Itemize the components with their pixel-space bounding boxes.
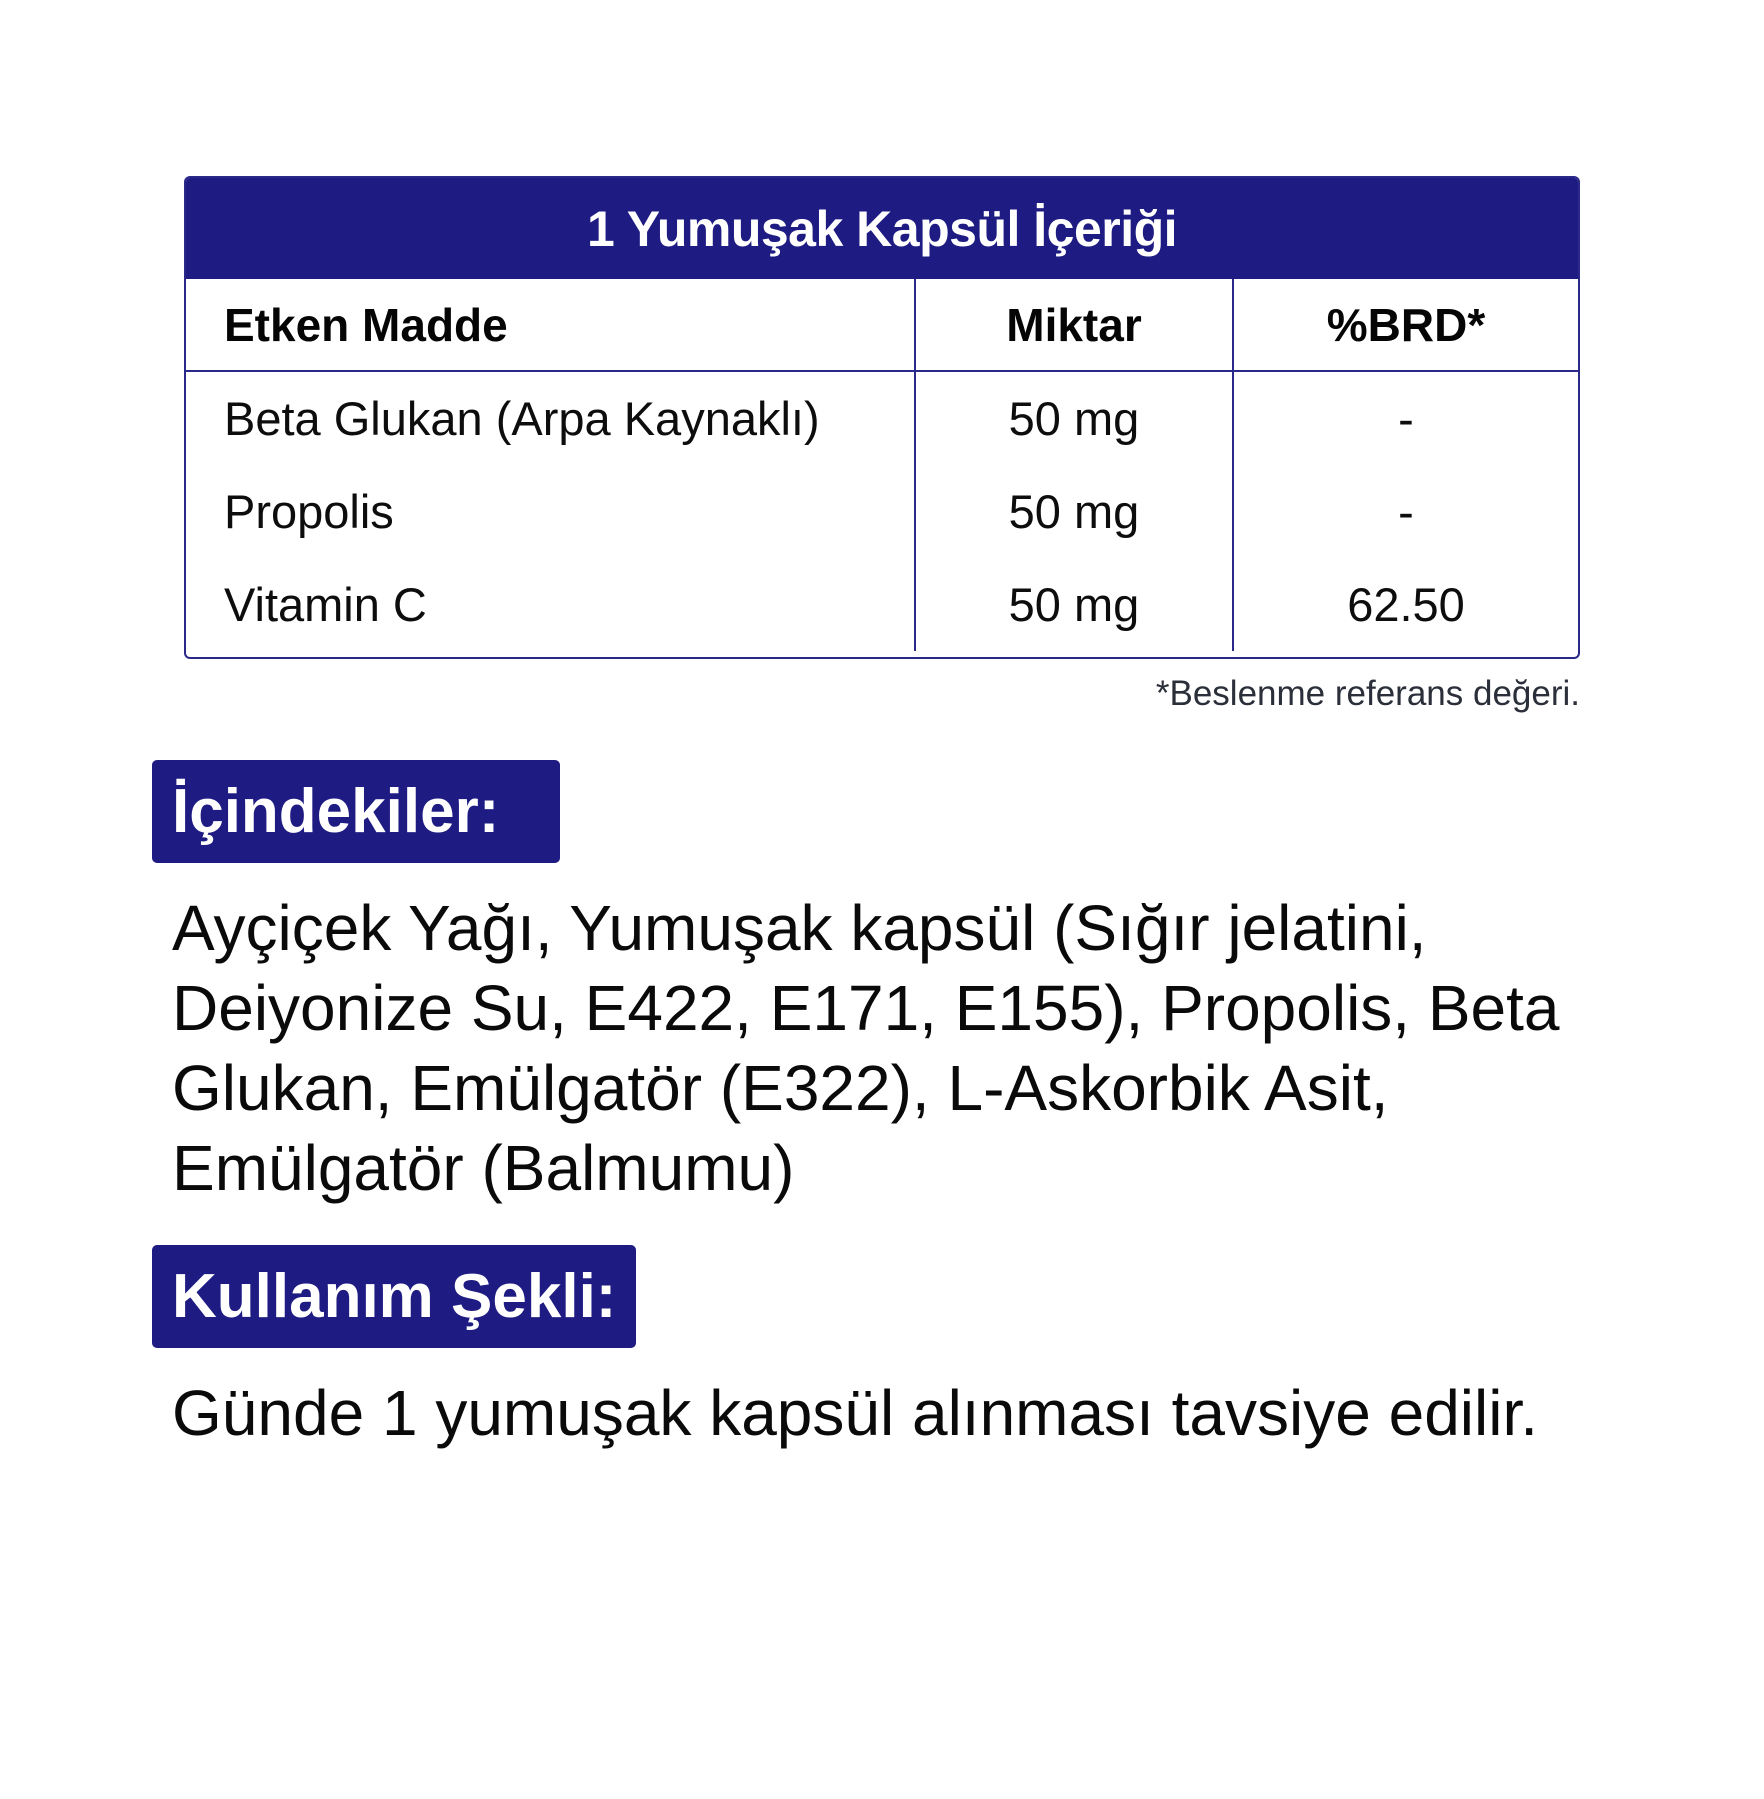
table-row xyxy=(186,372,1578,465)
table-title: 1 Yumuşak Kapsül İçeriği xyxy=(186,178,1578,279)
ingredient-name: Beta Glukan (Arpa Kaynaklı) xyxy=(186,372,916,465)
ingredients-text: Ayçiçek Yağı, Yumuşak kapsül (Sığır jelatini, Deiyonize Su, E422, E171, E155), Propolis, Beta Glukan, Emülgatör (E322), L-Askorbik Asit, Emülgatör (Balmumu) xyxy=(172,892,1560,1204)
table-header-row xyxy=(186,279,1578,372)
ingredient-rdi: - xyxy=(1398,485,1414,538)
header-rdi: %BRD* xyxy=(1326,298,1486,351)
table-row xyxy=(186,558,1578,651)
ingredient-rdi: - xyxy=(1398,392,1414,445)
ingredient-name: Vitamin C xyxy=(186,558,916,651)
ingredient-name: Propolis xyxy=(186,465,916,558)
header-amount: Miktar xyxy=(916,279,1234,370)
ingredient-rdi: 62.50 xyxy=(1347,578,1465,631)
table-row xyxy=(186,465,1578,558)
ingredients-heading: İçindekiler: xyxy=(152,760,560,863)
ingredient-amount: 50 mg xyxy=(916,372,1234,465)
header-active-ingredient: Etken Madde xyxy=(186,279,916,370)
table-body xyxy=(186,372,1578,651)
nutrition-table xyxy=(184,176,1580,659)
ingredient-amount: 50 mg xyxy=(916,558,1234,651)
table-footnote: *Beslenme referans değeri. xyxy=(1155,674,1580,713)
usage-text: Günde 1 yumuşak kapsül alınması tavsiye edilir. xyxy=(172,1377,1538,1449)
usage-heading: Kullanım Şekli: xyxy=(152,1245,636,1348)
ingredient-amount: 50 mg xyxy=(916,465,1234,558)
